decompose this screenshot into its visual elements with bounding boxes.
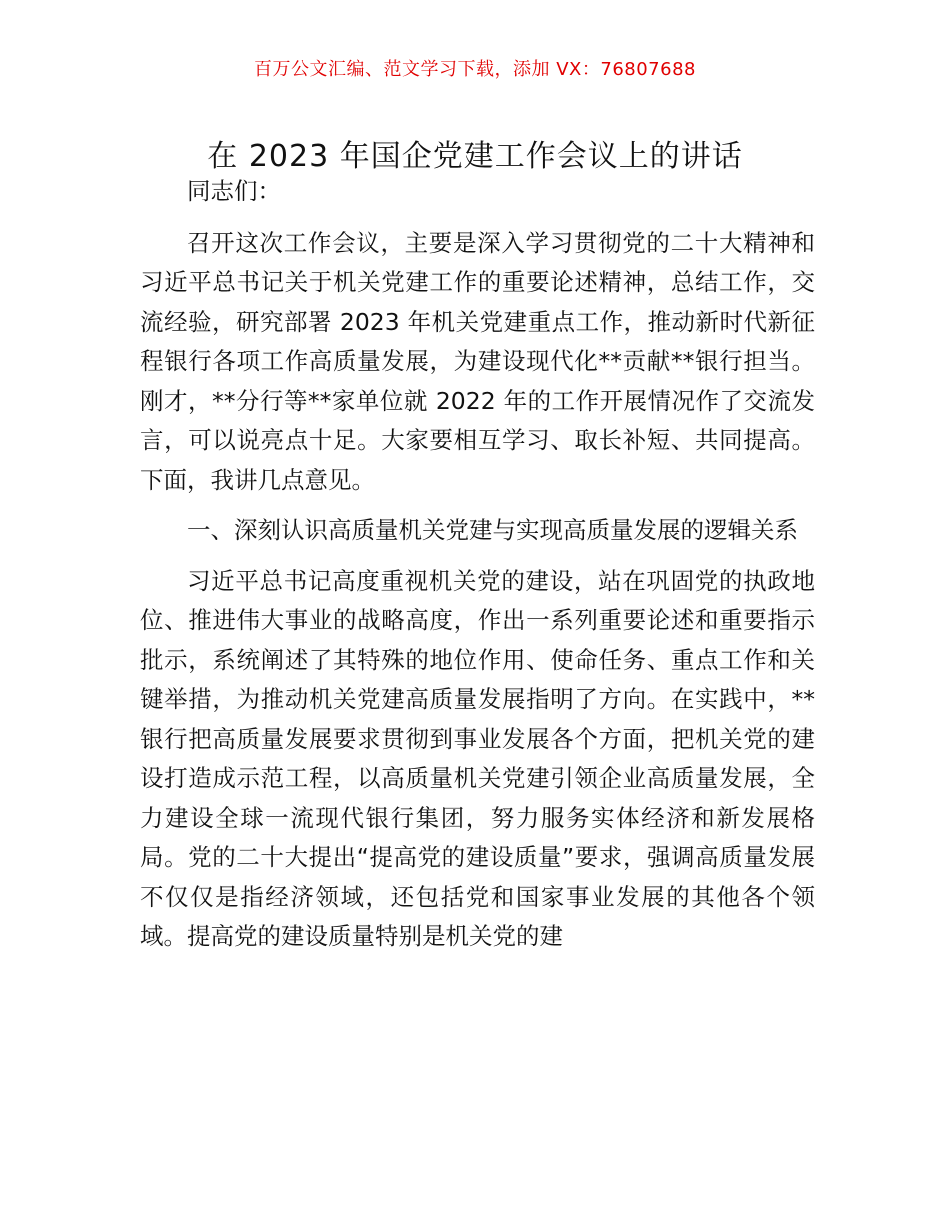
page-title: 在 2023 年国企党建工作会议上的讲话 [207,139,743,175]
paragraph-intro: 召开这次工作会议，主要是深入学习贯彻党的二十大精神和习近平总书记关于机关党建工作的重要论述精神，总结工作，交流经验，研究部署 2023 年机关党建重点工作，推动新时代新征程银行各项工作高质量发展，为建设现代化**贡献**银行担当。刚才，**分行等**家单位就 2022 年的工作开展情况作了交流发言，可以说亮点十足。大家要相互学习、取长补短、共同提高。下面，我讲几点意见。 [140,228,815,494]
paragraph-section-1: 习近平总书记高度重视机关党的建设，站在巩固党的执政地位、推进伟大事业的战略高度，作出一系列重要论述和重要指示批示，系统阐述了其特殊的地位作用、使命任务、重点工作和关键举措，为推动机关党建高质量发展指明了方向。在实践中，**银行把高质量发展要求贯彻到事业发展各个方面，把机关党的建设打造成示范工程，以高质量机关党建引领企业高质量发展，全力建设全球一流现代银行集团，努力服务实体经济和新发展格局。党的二十大提出“提高党的建设质量”要求，强调高质量发展不仅仅是指经济领域，还包括党和国家事业发展的其他各个领域。提高党的建设质量特别是机关党的建 [140,566,815,950]
document-body [140,172,815,968]
watermark-banner: 百万公文汇编、范文学习下载，添加 VX：76807688 [254,59,696,80]
salutation: 同志们： [187,177,281,205]
section-heading-1: 一、深刻认识高质量机关党建与实现高质量发展的逻辑关系 [187,516,798,544]
